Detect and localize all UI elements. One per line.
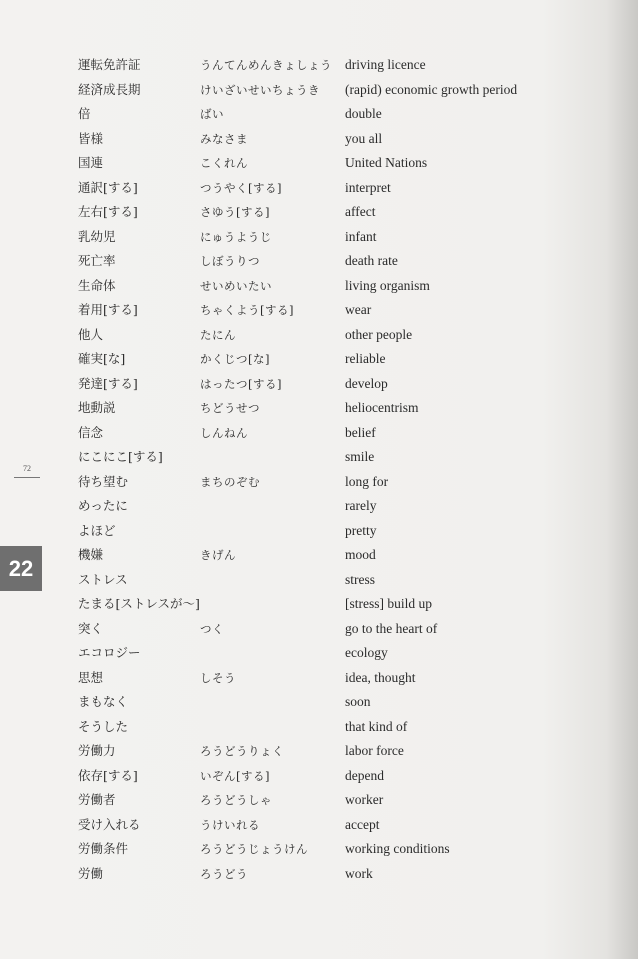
vocab-word: 地動説	[78, 400, 116, 415]
vocab-row	[78, 445, 598, 470]
vocab-row	[78, 372, 598, 397]
vocab-reading: ちどうせつ	[200, 401, 260, 415]
vocab-word: 機嫌	[78, 547, 104, 562]
vocab-word: めったに	[78, 498, 128, 513]
vocab-meaning: heliocentrism	[345, 400, 419, 415]
vocab-word: 左右[する]	[78, 204, 138, 219]
vocab-reading: けいざいせいちょうき	[200, 82, 320, 97]
vocab-row	[78, 617, 598, 642]
vocab-reading: しぼうりつ	[200, 254, 260, 268]
vocab-reading: こくれん	[200, 156, 248, 170]
vocab-row	[78, 592, 598, 617]
vocab-row	[78, 176, 598, 201]
vocab-word: 突く	[78, 620, 104, 636]
vocab-meaning: that kind of	[345, 718, 408, 734]
vocab-row	[78, 78, 598, 103]
vocab-meaning: ecology	[345, 645, 388, 660]
vocab-row	[78, 323, 598, 348]
vocab-word: 受け入れる	[78, 816, 141, 832]
vocab-word: 労働	[78, 865, 104, 881]
vocab-word: エコロジー	[78, 645, 141, 660]
vocab-meaning: accept	[345, 816, 380, 832]
vocab-row	[78, 151, 598, 176]
vocab-word: 依存[する]	[78, 767, 138, 783]
vocab-row	[78, 127, 598, 152]
vocab-row	[78, 543, 598, 568]
vocab-meaning: wear	[345, 302, 372, 317]
vocab-row	[78, 813, 598, 838]
vocab-meaning: rarely	[345, 498, 377, 513]
vocab-row	[78, 396, 598, 421]
vocab-reading: かくじつ[な]	[200, 352, 270, 366]
vocab-reading: せいめいたい	[200, 278, 272, 293]
vocab-word: 確実[な]	[78, 351, 126, 366]
vocab-word: 他人	[78, 326, 104, 342]
vocab-meaning: smile	[345, 449, 375, 464]
vocab-reading: ろうどう	[200, 866, 248, 881]
vocab-row	[78, 102, 598, 127]
vocab-reading: しんねん	[200, 425, 248, 440]
vocab-meaning: labor force	[345, 743, 404, 758]
vocab-meaning: soon	[345, 694, 371, 709]
vocab-word: 労働力	[78, 743, 116, 758]
vocab-word: 皆様	[78, 130, 104, 146]
vocab-row	[78, 249, 598, 274]
vocab-reading: きげん	[200, 548, 236, 562]
vocab-reading: うんてんめんきょしょう	[200, 58, 332, 72]
vocab-word: 運転免許証	[78, 57, 141, 72]
vocab-meaning: belief	[345, 424, 376, 440]
vocab-reading: ろうどうじょうけん	[200, 842, 308, 856]
vocab-word: そうした	[78, 718, 129, 734]
vocab-reading: うけいれる	[200, 817, 260, 832]
vocab-reading: さゆう[する]	[200, 205, 270, 219]
vocab-meaning: reliable	[345, 351, 386, 366]
vocab-reading: みなさま	[200, 131, 248, 146]
vocab-row	[78, 470, 598, 495]
vocab-reading: つうやく[する]	[200, 180, 282, 195]
vocab-meaning: (rapid) economic growth period	[345, 81, 518, 97]
vocab-row	[78, 666, 598, 691]
vocab-meaning: United Nations	[345, 155, 428, 170]
vocab-meaning: develop	[345, 375, 388, 391]
page-number: 72	[23, 464, 31, 473]
vocab-word: まもなく	[78, 694, 129, 709]
vocab-word: 経済成長期	[78, 81, 141, 97]
vocab-word: 待ち望む	[78, 473, 129, 489]
vocab-reading: たにん	[200, 327, 236, 342]
vocab-reading: ろうどうりょく	[200, 744, 284, 758]
vocab-meaning: pretty	[345, 522, 377, 538]
vocab-meaning: stress	[345, 571, 375, 587]
vocab-word: ストレス	[78, 571, 128, 587]
vocab-row	[78, 494, 598, 519]
vocab-meaning: idea, thought	[345, 669, 416, 685]
vocab-word: 生命体	[78, 277, 116, 293]
vocab-reading: にゅうようじ	[200, 229, 272, 244]
vocab-meaning: other people	[345, 326, 413, 342]
vocab-row	[78, 568, 598, 593]
vocab-row	[78, 788, 598, 813]
vocab-row	[78, 298, 598, 323]
vocab-meaning: death rate	[345, 253, 398, 268]
vocab-meaning: long for	[345, 473, 389, 489]
vocab-row	[78, 641, 598, 666]
vocab-row	[78, 274, 598, 299]
vocab-row	[78, 715, 598, 740]
vocab-word: たまる[ストレスが〜]	[78, 596, 200, 611]
vocab-word: 乳幼児	[78, 228, 116, 244]
vocab-row	[78, 200, 598, 225]
vocab-row	[78, 225, 598, 250]
vocab-word: にこにこ[する]	[78, 449, 163, 464]
page-number-rule	[14, 477, 40, 478]
vocab-meaning: infant	[345, 228, 377, 244]
vocab-meaning: double	[345, 106, 382, 121]
vocab-word: 通訳[する]	[78, 179, 138, 195]
vocab-meaning: affect	[345, 204, 376, 219]
vocab-word: 信念	[78, 424, 104, 440]
vocab-meaning: depend	[345, 767, 384, 783]
vocab-row	[78, 347, 598, 372]
lesson-tab: 22	[0, 546, 42, 591]
vocab-reading: はったつ[する]	[200, 376, 282, 391]
vocab-row	[78, 53, 598, 78]
vocab-row	[78, 739, 598, 764]
vocab-word: 発達[する]	[78, 375, 138, 391]
vocab-row	[78, 519, 598, 544]
vocab-meaning: interpret	[345, 179, 391, 195]
vocab-word: 国連	[78, 155, 104, 170]
vocab-meaning: go to the heart of	[345, 620, 438, 636]
vocab-meaning: living organism	[345, 277, 430, 293]
vocab-reading: しそう	[200, 670, 236, 685]
vocab-meaning: driving licence	[345, 57, 426, 72]
vocab-row	[78, 690, 598, 715]
vocab-word: 労働者	[78, 792, 116, 807]
vocab-reading: つく	[200, 621, 224, 636]
vocab-row	[78, 764, 598, 789]
vocab-word: 倍	[78, 106, 91, 121]
vocab-meaning: work	[345, 865, 373, 881]
vocab-meaning: [stress] build up	[345, 596, 432, 611]
vocab-meaning: you all	[345, 130, 383, 146]
vocab-reading: ばい	[200, 107, 224, 121]
vocab-meaning: working conditions	[345, 841, 450, 856]
vocab-reading: ろうどうしゃ	[200, 793, 272, 807]
vocab-word: よほど	[78, 522, 116, 538]
vocab-word: 労働条件	[78, 841, 129, 856]
vocab-row	[78, 837, 598, 862]
vocab-row	[78, 862, 598, 887]
vocab-row	[78, 421, 598, 446]
vocab-meaning: worker	[345, 792, 384, 807]
vocabulary-list	[78, 53, 598, 886]
vocab-reading: まちのぞむ	[200, 474, 260, 489]
vocab-word: 着用[する]	[78, 302, 138, 317]
vocab-reading: いぞん[する]	[200, 768, 270, 783]
vocab-meaning: mood	[345, 547, 376, 562]
vocab-word: 死亡率	[78, 253, 116, 268]
vocab-word: 思想	[78, 669, 104, 685]
vocab-reading: ちゃくよう[する]	[200, 303, 294, 317]
